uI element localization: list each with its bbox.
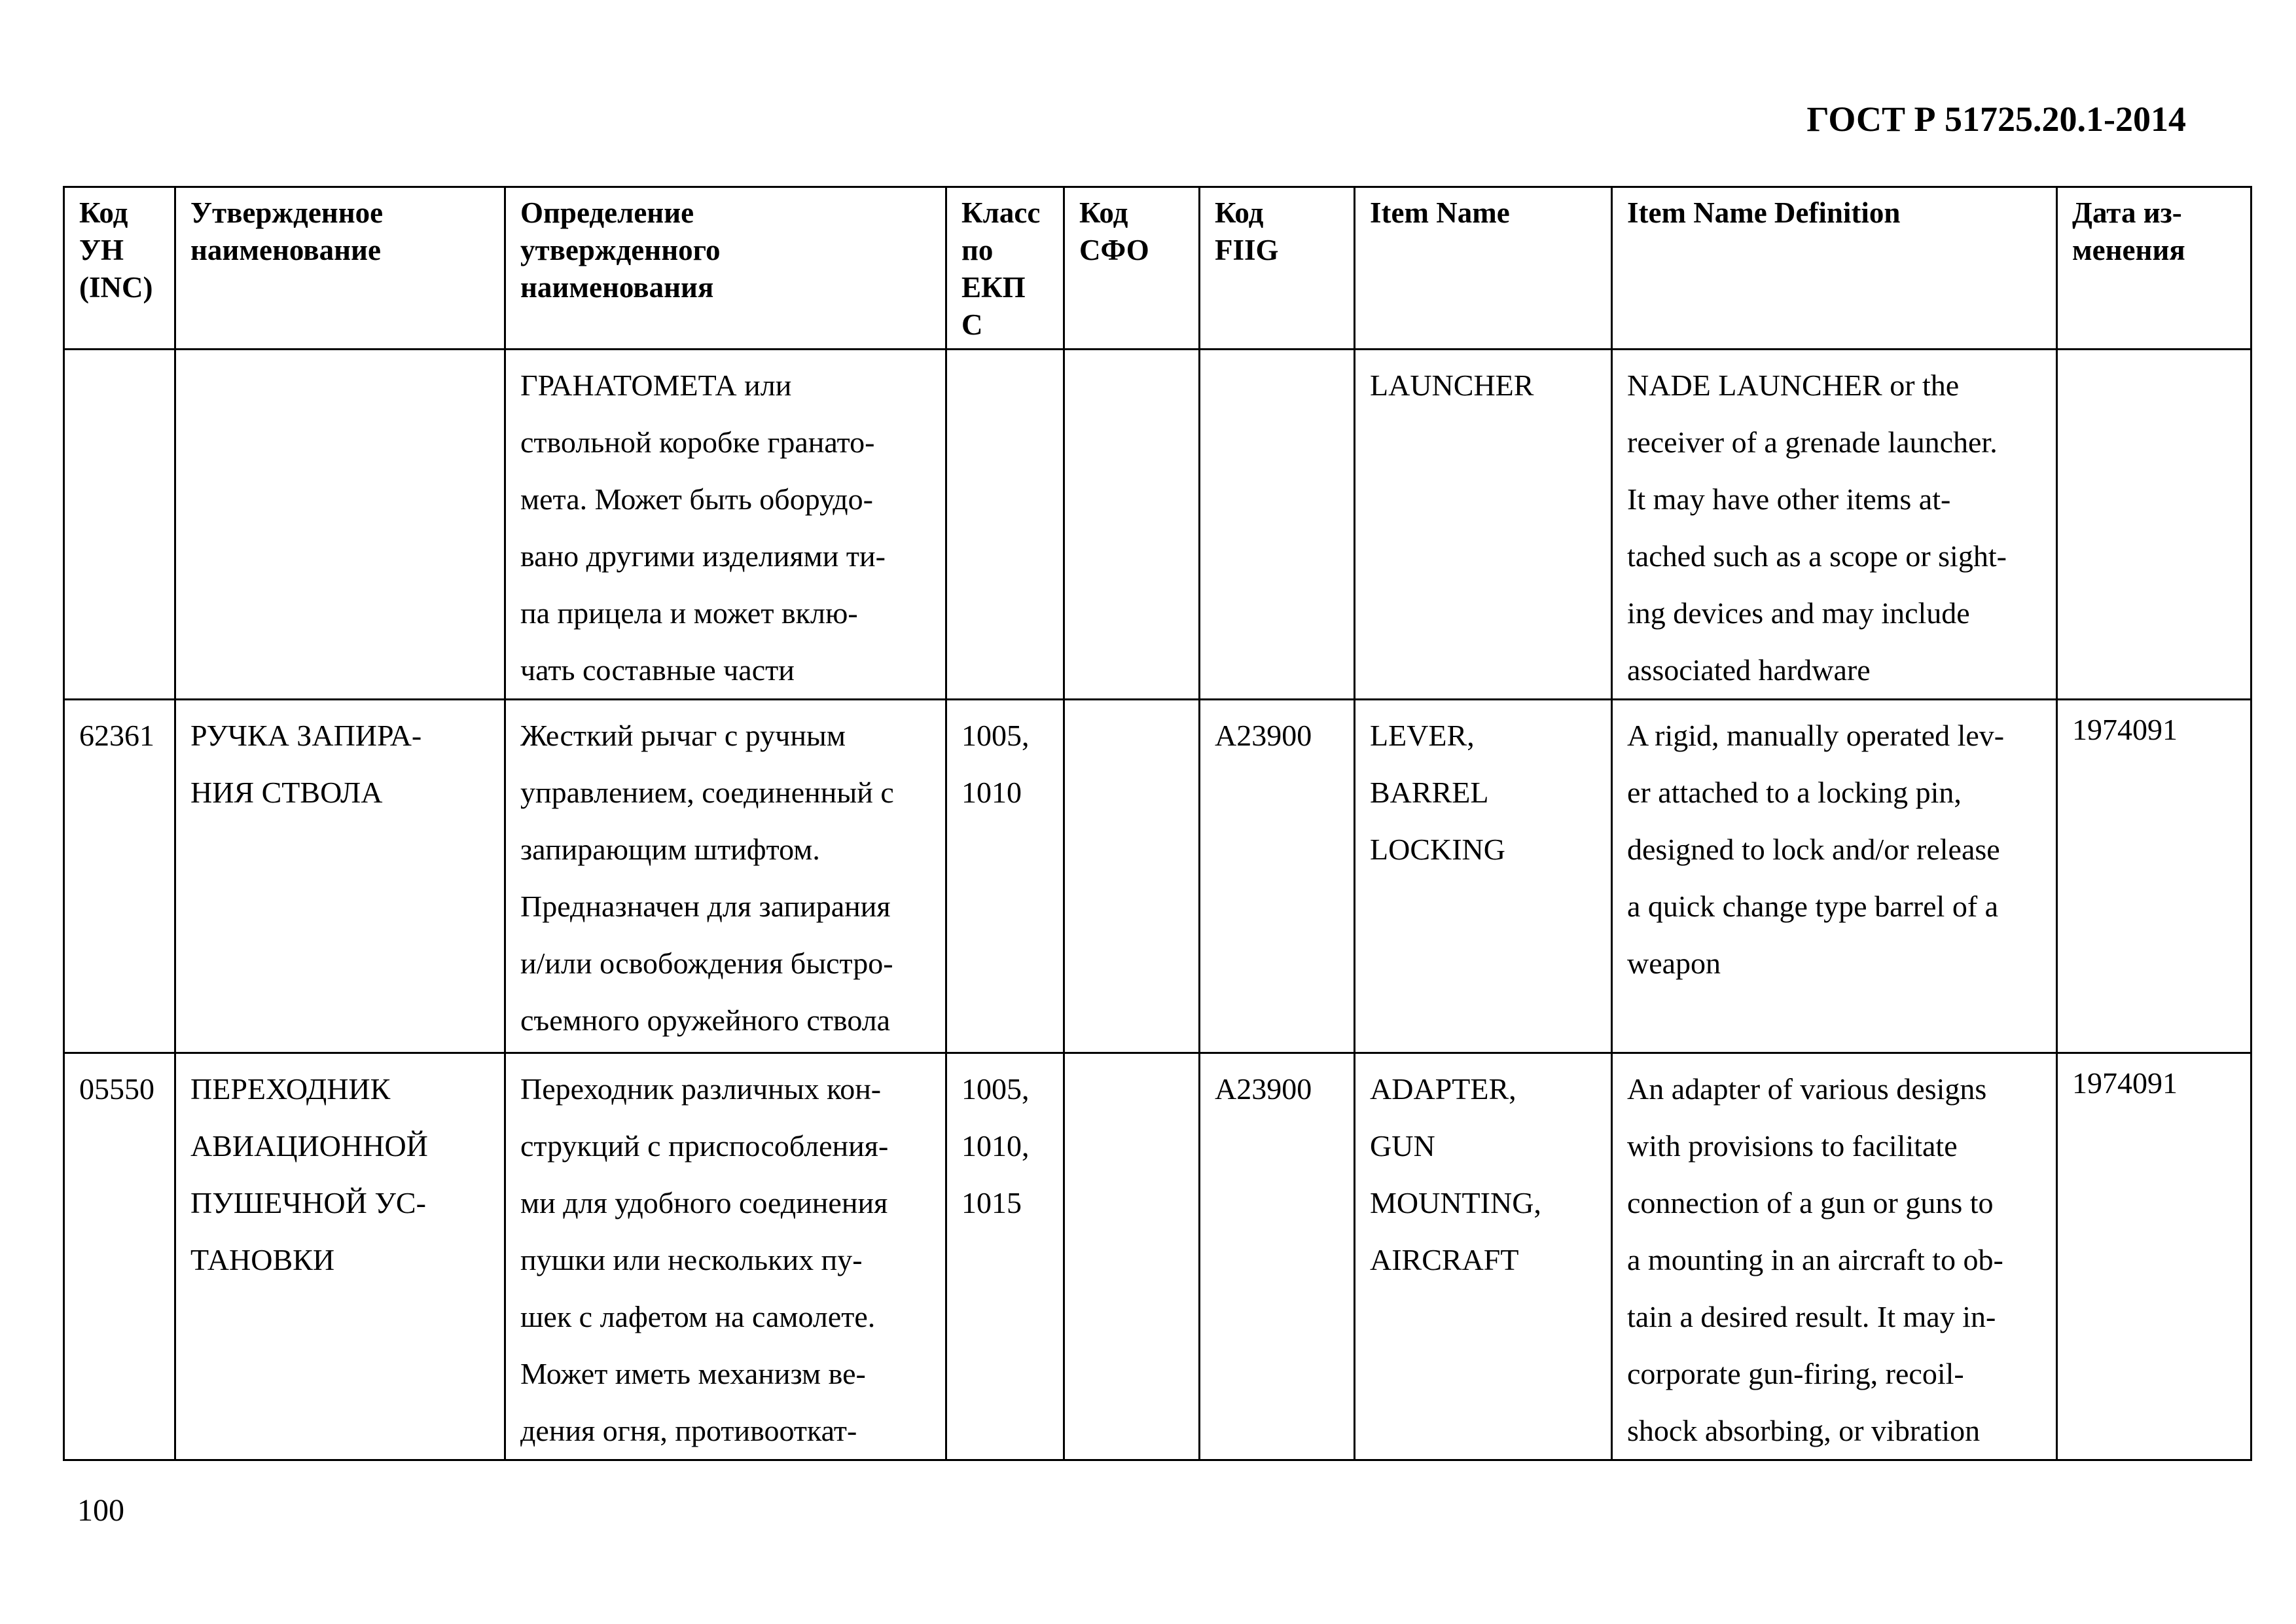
standard-designation: ГОСТ Р 51725.20.1-2014	[1806, 99, 2186, 139]
cell-approved-name: ПЕРЕХОДНИК АВИАЦИОННОЙ ПУШЕЧНОЙ УС- ТАНОВКИ	[175, 1053, 505, 1460]
cell-fiig	[1200, 350, 1355, 700]
cell-item-name-definition: A rigid, manually operated lev- er attached to a locking pin, designed to lock and/or release a quick change type barrel of a weapon	[1612, 700, 2057, 1053]
cell-sfo	[1064, 1053, 1200, 1460]
table-row	[64, 1053, 2251, 1460]
cell-item-name-definition: An adapter of various designs with provisions to facilitate connection of a gun or guns to a mounting in an aircraft to ob- tain a desired result. It may in- corporate gun-firing, recoil- shock absorbing, or vibration	[1612, 1053, 2057, 1460]
cell-class: 1005, 1010, 1015	[946, 1053, 1064, 1460]
cell-change-date	[2057, 350, 2251, 700]
header-item-name: Item Name	[1355, 187, 1612, 350]
cell-inc: 62361	[64, 700, 175, 1053]
cell-item-name-definition: NADE LAUNCHER or the receiver of a grenade launcher. It may have other items at- tached such as a scope or sight- ing devices and may include associated hardware	[1612, 350, 2057, 700]
cell-sfo	[1064, 350, 1200, 700]
cell-item-name: LEVER, BARREL LOCKING	[1355, 700, 1612, 1053]
cell-approved-name: РУЧКА ЗАПИРА- НИЯ СТВОЛА	[175, 700, 505, 1053]
table-row	[64, 350, 2251, 700]
cell-class: 1005, 1010	[946, 700, 1064, 1053]
cell-class	[946, 350, 1064, 700]
cell-fiig: A23900	[1200, 700, 1355, 1053]
catalog-table	[63, 186, 2252, 1461]
header-change-date: Дата из- менения	[2057, 187, 2251, 350]
header-approved-name: Утвержденное наименование	[175, 187, 505, 350]
page-number: 100	[77, 1493, 124, 1528]
cell-change-date: 1974091	[2057, 700, 2251, 1053]
header-class: Класс по ЕКП С	[946, 187, 1064, 350]
header-fiig: Код FIIG	[1200, 187, 1355, 350]
header-inc: Код УН (INC)	[64, 187, 175, 350]
cell-sfo	[1064, 700, 1200, 1053]
cell-definition: Жесткий рычаг с ручным управлением, соединенный с запирающим штифтом. Предназначен для запирания и/или освобождения быстро- съемного оружейного ствола	[505, 700, 946, 1053]
cell-inc: 05550	[64, 1053, 175, 1460]
cell-item-name: LAUNCHER	[1355, 350, 1612, 700]
cell-change-date: 1974091	[2057, 1053, 2251, 1460]
header-item-name-definition: Item Name Definition	[1612, 187, 2057, 350]
table-row	[64, 700, 2251, 1053]
header-row	[64, 187, 2251, 350]
header-sfo: Код СФО	[1064, 187, 1200, 350]
cell-inc	[64, 350, 175, 700]
cell-item-name: ADAPTER, GUN MOUNTING, AIRCRAFT	[1355, 1053, 1612, 1460]
cell-fiig: A23900	[1200, 1053, 1355, 1460]
header-definition: Определение утвержденного наименования	[505, 187, 946, 350]
cell-definition: Переходник различных кон- струкций с приспособления- ми для удобного соединения пушки или нескольких пу- шек с лафетом на самолете. Может иметь механизм ве- дения огня, противооткат-	[505, 1053, 946, 1460]
cell-definition: ГРАНАТОМЕТА или ствольной коробке гранато- мета. Может быть оборудо- вано другими изделиями ти- па прицела и может вклю- чать составные части	[505, 350, 946, 700]
cell-approved-name	[175, 350, 505, 700]
